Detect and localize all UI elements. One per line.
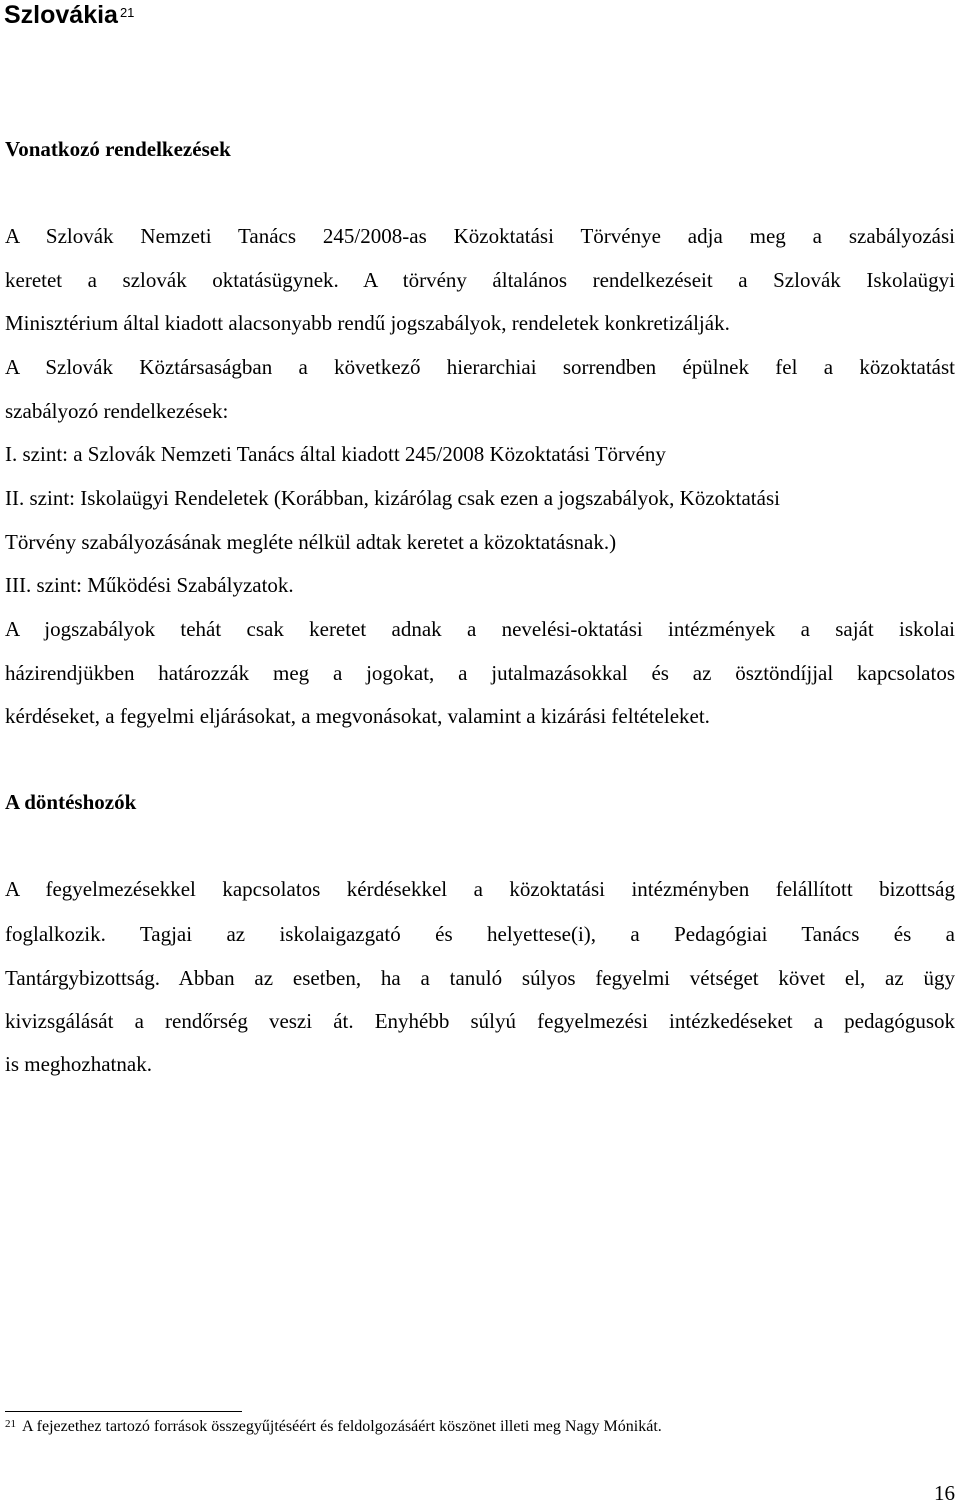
section-heading-decision-makers: A döntéshozók	[5, 790, 137, 814]
hierarchy-level-2-line: Törvény szabályozásának megléte nélkül adtak keretet a közoktatásnak.)	[5, 530, 617, 554]
paragraph-line: kivizsgálását a rendőrség veszi át. Enyhébb súlyú fegyelmezési intézkedéseket a pedagógusok	[5, 1009, 955, 1033]
paragraph-line: A Szlovák Nemzeti Tanács 245/2008-as Közoktatási Törvénye adja meg a szabályozási	[5, 224, 955, 248]
page-title	[4, 0, 134, 30]
section-heading-provisions: Vonatkozó rendelkezések	[5, 137, 231, 161]
paragraph-line: A fegyelmezésekkel kapcsolatos kérdésekkel a közoktatási intézményben felállított bizottság	[5, 877, 955, 901]
paragraph-line: Minisztérium által kiadott alacsonyabb rendű jogszabályok, rendeletek konkretizálják.	[5, 311, 730, 335]
footnote-separator	[5, 1411, 242, 1412]
paragraph-line: is meghozhatnak.	[5, 1052, 152, 1076]
hierarchy-level-3: III. szint: Működési Szabályzatok.	[5, 573, 294, 597]
page-number: 16	[934, 1481, 955, 1505]
hierarchy-level-2-line: II. szint: Iskolaügyi Rendeletek (Korábban, kizárólag csak ezen a jogszabályok, Közoktatási	[5, 486, 780, 510]
hierarchy-level-1: I. szint: a Szlovák Nemzeti Tanács által kiadott 245/2008 Közoktatási Törvény	[5, 442, 666, 466]
footnote-text: A fejezethez tartozó források összegyűjtéséért és feldolgozásáért köszönet illeti meg Nagy Mónikát.	[22, 1418, 662, 1435]
footnote-number: 21	[5, 1418, 16, 1430]
paragraph-line: szabályozó rendelkezések:	[5, 399, 229, 423]
paragraph-line: házirendjükben határozzák meg a jogokat, a jutalmazásokkal és az ösztöndíjjal kapcsolatos	[5, 661, 955, 685]
title-text: Szlovákia	[4, 1, 118, 29]
title-footnote-ref[interactable]: 21	[119, 5, 135, 20]
paragraph-line: kérdéseket, a fegyelmi eljárásokat, a megvonásokat, valamint a kizárási feltételeket.	[5, 704, 710, 728]
paragraph-line: keretet a szlovák oktatásügynek. A törvény általános rendelkezéseit a Szlovák Iskolaügyi	[5, 268, 955, 292]
paragraph-line: A Szlovák Köztársaságban a következő hierarchiai sorrendben épülnek fel a közoktatást	[5, 355, 955, 379]
paragraph-line: Tantárgybizottság. Abban az esetben, ha a tanuló súlyos fegyelmi vétséget követ el, az ügy	[5, 966, 955, 990]
footnote	[5, 1413, 662, 1441]
paragraph-line: foglalkozik. Tagjai az iskolaigazgató és helyettese(i), a Pedagógiai Tanács és a	[5, 922, 955, 946]
paragraph-line: A jogszabályok tehát csak keretet adnak a nevelési-oktatási intézmények a saját iskolai	[5, 617, 955, 641]
